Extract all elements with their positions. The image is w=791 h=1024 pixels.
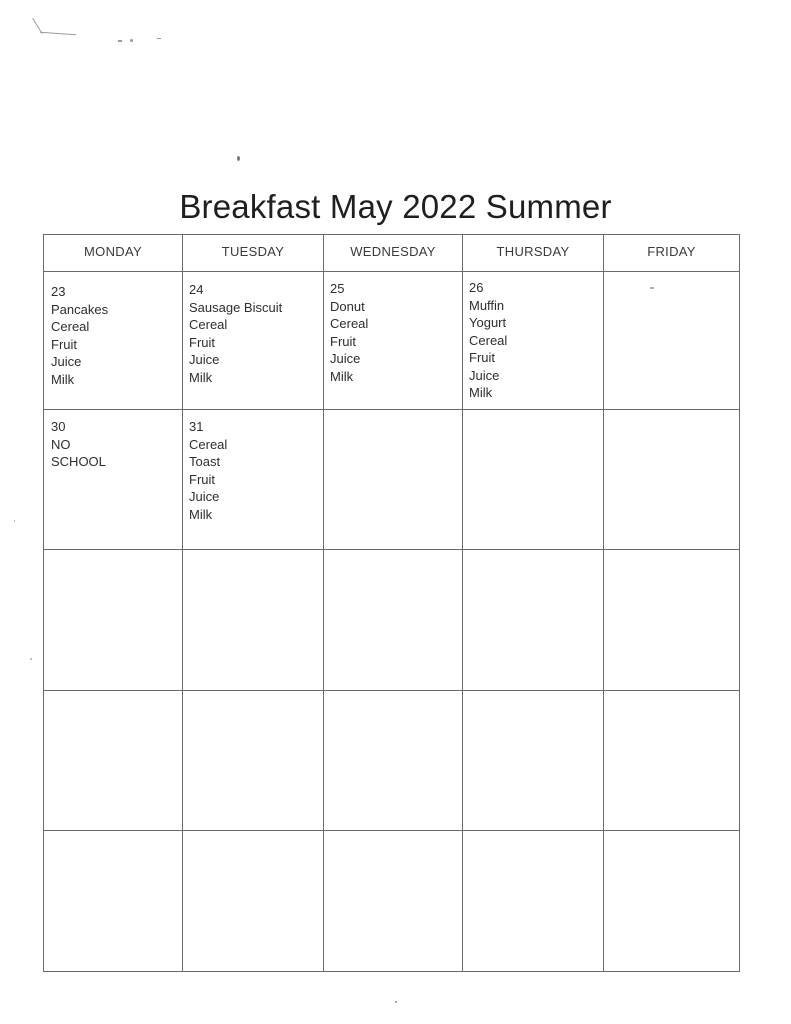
menu-item: Milk [189,369,213,385]
menu-calendar [43,234,740,972]
menu-item: Pancakes [51,301,109,317]
scan-artifact [130,39,133,42]
menu-item: Muffin [469,297,505,313]
menu-item: Cereal [330,316,369,331]
menu-item: Fruit [189,334,215,350]
scan-artifact [14,520,15,522]
header-monday: MONDAY [84,244,142,259]
menu-item: Juice [469,367,500,383]
day-cell-wednesday-25 [330,280,368,385]
scan-artifact [40,32,76,36]
column-divider [323,235,324,971]
menu-item: Donut [330,298,365,314]
menu-item: Yogurt [469,315,507,330]
menu-item: Sausage Biscuit [189,299,283,315]
header-thursday: THURSDAY [496,244,570,259]
menu-item: Fruit [189,471,215,487]
menu-item: Juice [189,489,220,504]
menu-item: Fruit [51,336,77,352]
header-wednesday: WEDNESDAY [350,244,436,259]
scan-artifact [30,658,32,660]
header-friday: FRIDAY [647,244,696,259]
menu-item: Milk [189,506,213,522]
menu-item: Cereal [189,317,228,332]
day-cell-tuesday-24 [189,281,282,386]
menu-item: Fruit [330,333,356,349]
date-number: 31 [189,419,204,434]
row-divider [44,549,739,550]
scan-artifact [237,156,240,161]
scan-artifact [395,1001,397,1003]
menu-item: Cereal [469,332,508,348]
menu-item: NO [51,436,71,452]
header-tuesday: TUESDAY [221,244,285,259]
menu-item: Milk [51,371,75,387]
day-cell-monday-30 [51,418,106,471]
menu-item: Juice [330,351,361,366]
row-divider [44,830,739,831]
menu-item: Toast [189,454,221,469]
date-number: 26 [469,280,484,295]
day-cell-tuesday-31 [189,418,227,523]
menu-item: Cereal [51,319,90,334]
menu-item: Juice [51,354,82,369]
menu-item: SCHOOL [51,454,106,469]
menu-item: Milk [330,368,354,384]
column-divider [182,235,183,971]
row-divider [44,409,739,410]
date-number: 23 [51,284,66,299]
row-divider [44,690,739,691]
date-number: 24 [189,282,204,297]
menu-item: Milk [469,385,493,400]
menu-item: Juice [189,352,220,367]
column-divider [603,235,604,971]
column-divider [462,235,463,971]
page-title: Breakfast May 2022 Summer [179,188,612,225]
scan-artifact [118,40,122,42]
weekday-header-row [44,235,739,272]
day-cell-monday-23 [51,283,108,388]
date-number: 25 [330,281,345,296]
scan-artifact [650,287,654,289]
date-number: 30 [51,419,66,434]
menu-item: Fruit [469,350,495,365]
scan-artifact [157,38,161,39]
day-cell-thursday-26 [469,279,507,402]
menu-item: Cereal [189,436,228,452]
